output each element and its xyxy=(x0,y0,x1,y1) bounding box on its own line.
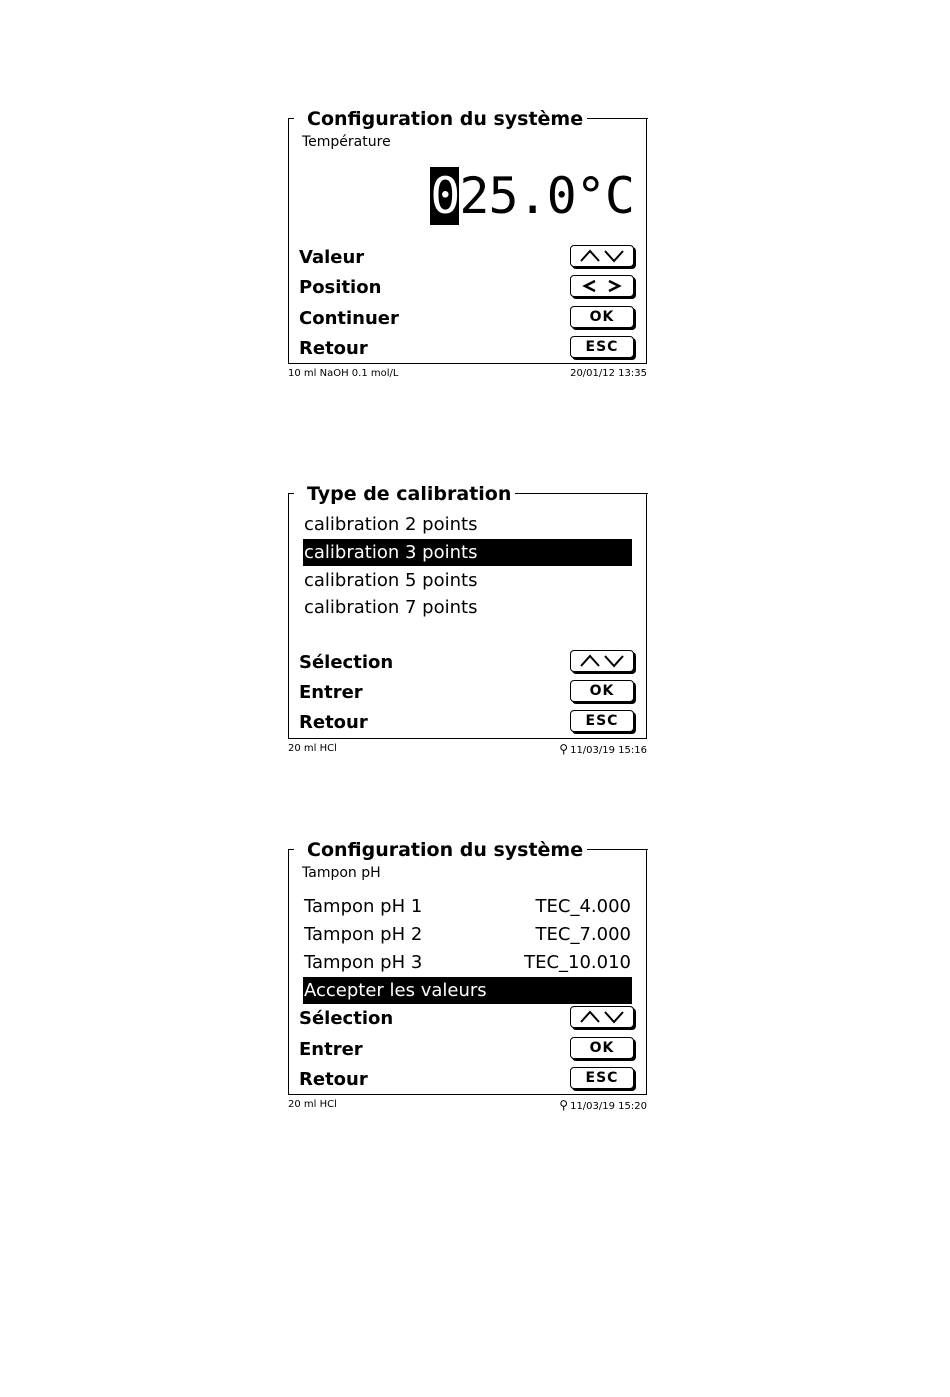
temperature-value-rest: 25.0°C xyxy=(459,167,634,225)
left-right-key[interactable] xyxy=(570,275,634,297)
buffer-item-1[interactable] xyxy=(303,893,632,920)
up-down-key[interactable] xyxy=(570,1006,634,1028)
esc-key[interactable]: ESC xyxy=(570,1067,634,1089)
screen-frame xyxy=(288,483,647,739)
ok-key[interactable]: OK xyxy=(570,306,634,328)
row-label: Sélection xyxy=(299,1008,394,1029)
row-entrer xyxy=(299,1037,634,1063)
row-continuer xyxy=(299,306,634,332)
buffer-value: TEC_7.000 xyxy=(535,924,631,945)
row-position xyxy=(299,275,634,301)
row-label: Retour xyxy=(299,712,368,733)
ok-key[interactable]: OK xyxy=(570,680,634,702)
row-label: Continuer xyxy=(299,308,399,329)
buffer-label: Tampon pH 3 xyxy=(304,952,423,973)
status-datetime: 11/03/19 15:20 xyxy=(570,1101,647,1112)
row-selection xyxy=(299,650,634,676)
screen-subtitle: Tampon pH xyxy=(302,865,381,881)
screen-title: Configuration du système xyxy=(303,840,587,860)
status-left: 10 ml NaOH 0.1 mol/L xyxy=(288,368,399,379)
esc-key[interactable]: ESC xyxy=(570,710,634,732)
screen-frame xyxy=(288,839,647,1095)
up-down-key[interactable] xyxy=(570,650,634,672)
buffer-label: Tampon pH 2 xyxy=(304,924,423,945)
list-item[interactable]: calibration 5 points xyxy=(304,570,478,591)
ph-buffer-config-screen xyxy=(288,839,647,1114)
usb-icon: ⚲ xyxy=(559,1098,569,1112)
usb-icon: ⚲ xyxy=(559,742,569,756)
buffer-item-3[interactable] xyxy=(303,949,632,976)
status-datetime: 11/03/19 15:16 xyxy=(570,745,647,756)
buffer-value: TEC_10.010 xyxy=(524,952,631,973)
list-item[interactable]: calibration 2 points xyxy=(304,514,478,535)
list-item-selected[interactable]: calibration 3 points xyxy=(303,539,632,566)
row-retour xyxy=(299,336,634,362)
screen-title: Configuration du système xyxy=(303,109,587,129)
buffer-label: Tampon pH 1 xyxy=(304,896,423,917)
left-right-icon xyxy=(579,279,625,293)
row-label: Retour xyxy=(299,1069,368,1090)
buffer-item-2[interactable] xyxy=(303,921,632,948)
screen-subtitle: Température xyxy=(302,134,391,150)
row-valeur xyxy=(299,245,634,271)
up-down-key[interactable] xyxy=(570,245,634,267)
row-label: Sélection xyxy=(299,652,394,673)
row-label: Retour xyxy=(299,338,368,359)
screen-frame xyxy=(288,108,647,364)
row-label: Entrer xyxy=(299,1039,363,1060)
row-entrer xyxy=(299,680,634,706)
buffer-value: TEC_4.000 xyxy=(535,896,631,917)
status-left: 20 ml HCl xyxy=(288,743,337,754)
temperature-config-screen xyxy=(288,108,647,383)
temperature-value[interactable] xyxy=(430,168,634,224)
row-retour xyxy=(299,710,634,736)
up-down-icon xyxy=(579,249,625,263)
screen-title: Type de calibration xyxy=(303,484,515,504)
ok-key[interactable]: OK xyxy=(570,1037,634,1059)
up-down-icon xyxy=(579,654,625,668)
row-label: Position xyxy=(299,277,382,298)
calibration-type-screen xyxy=(288,483,647,758)
esc-key[interactable]: ESC xyxy=(570,336,634,358)
accept-values-item[interactable]: Accepter les valeurs xyxy=(303,977,632,1004)
status-datetime: 20/01/12 13:35 xyxy=(570,368,647,379)
list-item[interactable]: calibration 7 points xyxy=(304,597,478,618)
cursor-digit: 0 xyxy=(430,167,460,225)
row-label: Entrer xyxy=(299,682,363,703)
status-left: 20 ml HCl xyxy=(288,1099,337,1110)
row-label: Valeur xyxy=(299,247,365,268)
row-selection xyxy=(299,1006,634,1032)
up-down-icon xyxy=(579,1010,625,1024)
row-retour xyxy=(299,1067,634,1093)
